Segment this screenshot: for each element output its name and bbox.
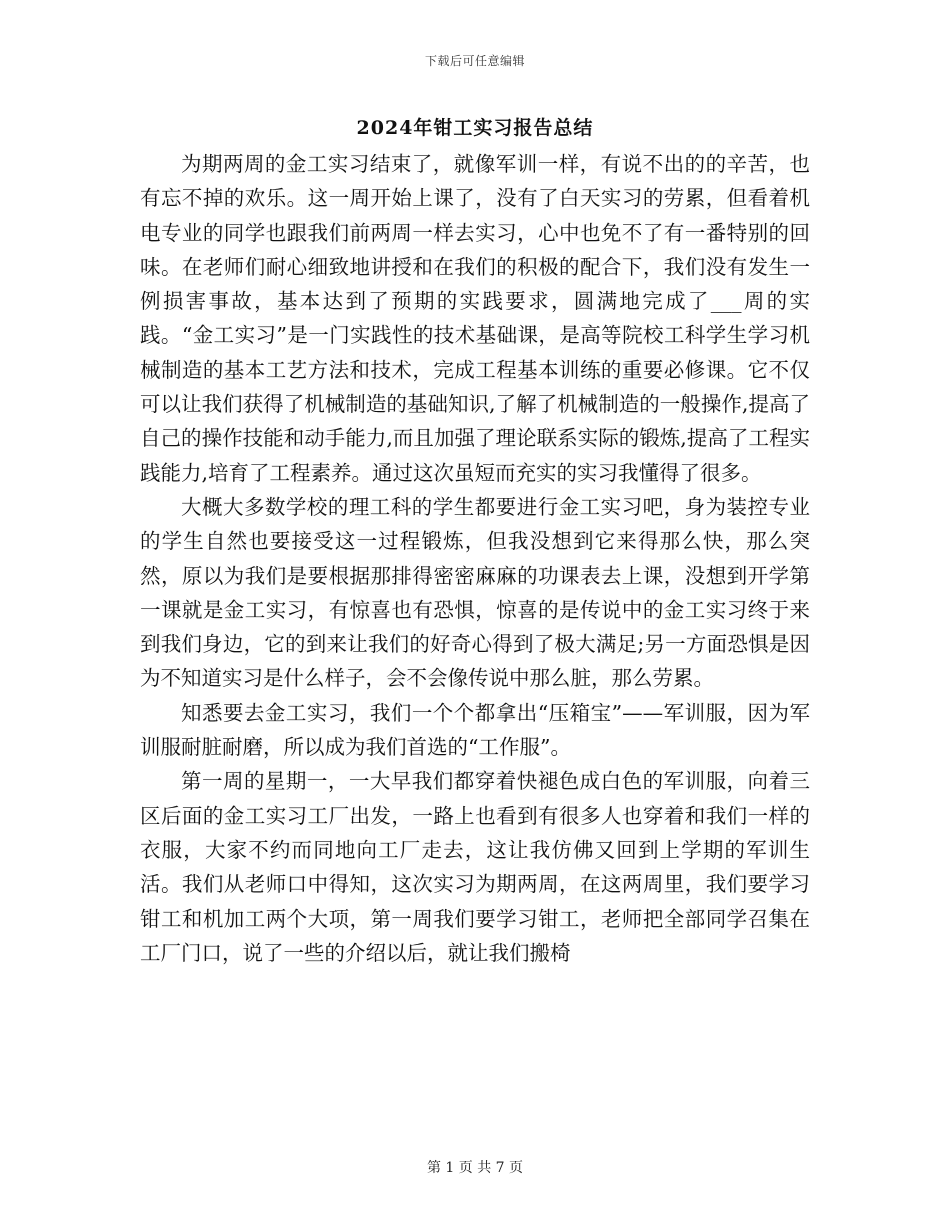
paragraph-2: 大概大多数学校的理工科的学生都要进行金工实习吧，身为装控专业的学生自然也要接受这一过程锻炼，但我没想到它来得那么快，那么突然，原以为我们是要根据那排得密密麻麻的功课表去上课，没想到开学第一课就是金工实习，有惊喜也有恐惧，惊喜的是传说中的金工实习终于来到我们身边，它的到来让我们的好奇心得到了极大满足;另一方面恐惧是因为不知道实习是什么样子，会不会像传说中那么脏，那么劳累。 xyxy=(140,494,810,691)
document-title: 2024年钳工实习报告总结 xyxy=(356,117,594,139)
paragraph-3: 知悉要去金工实习，我们一个个都拿出“压箱宝”——军训服，因为军训服耐脏耐磨，所以成为我们首选的“工作服”。 xyxy=(140,700,810,760)
document-body xyxy=(140,147,810,970)
header-note: 下载后可任意编辑 xyxy=(424,54,525,68)
paragraph-1: 为期两周的金工实习结束了，就像军训一样，有说不出的的辛苦，也有忘不掉的欢乐。这一周开始上课了，没有了白天实习的劳累，但看着机电专业的同学也跟我们前两周一样去实习，心中也免不了有一番特别的回味。在老师们耐心细致地讲授和在我们的积极的配合下，我们没有发生一例损害事故，基本达到了预期的实践要求，圆满地完成了___周的实践。“金工实习”是一门实践性的技术基础课，是高等院校工科学生学习机械制造的基本工艺方法和技术，完成工程基本训练的重要必修课。它不仅可以让我们获得了机械制造的基础知识,了解了机械制造的一般操作,提高了自己的操作技能和动手能力,而且加强了理论联系实际的锻炼,提高了工程实践能力,培育了工程素养。通过这次虽短而充实的实习我懂得了很多。 xyxy=(140,152,810,485)
page-number: 第 1 页 共 7 页 xyxy=(426,1160,524,1176)
paragraph-4: 第一周的星期一，一大早我们都穿着快褪色成白色的军训服，向着三区后面的金工实习工厂出发，一路上也看到有很多人也穿着和我们一样的衣服，大家不约而同地向工厂走去，这让我仿佛又回到上学期的军训生活。我们从老师口中得知，这次实习为期两周，在这两周里，我们要学习钳工和机加工两个大项，第一周我们要学习钳工，老师把全部同学召集在工厂门口，说了一些的介绍以后，就让我们搬椅 xyxy=(140,769,810,965)
